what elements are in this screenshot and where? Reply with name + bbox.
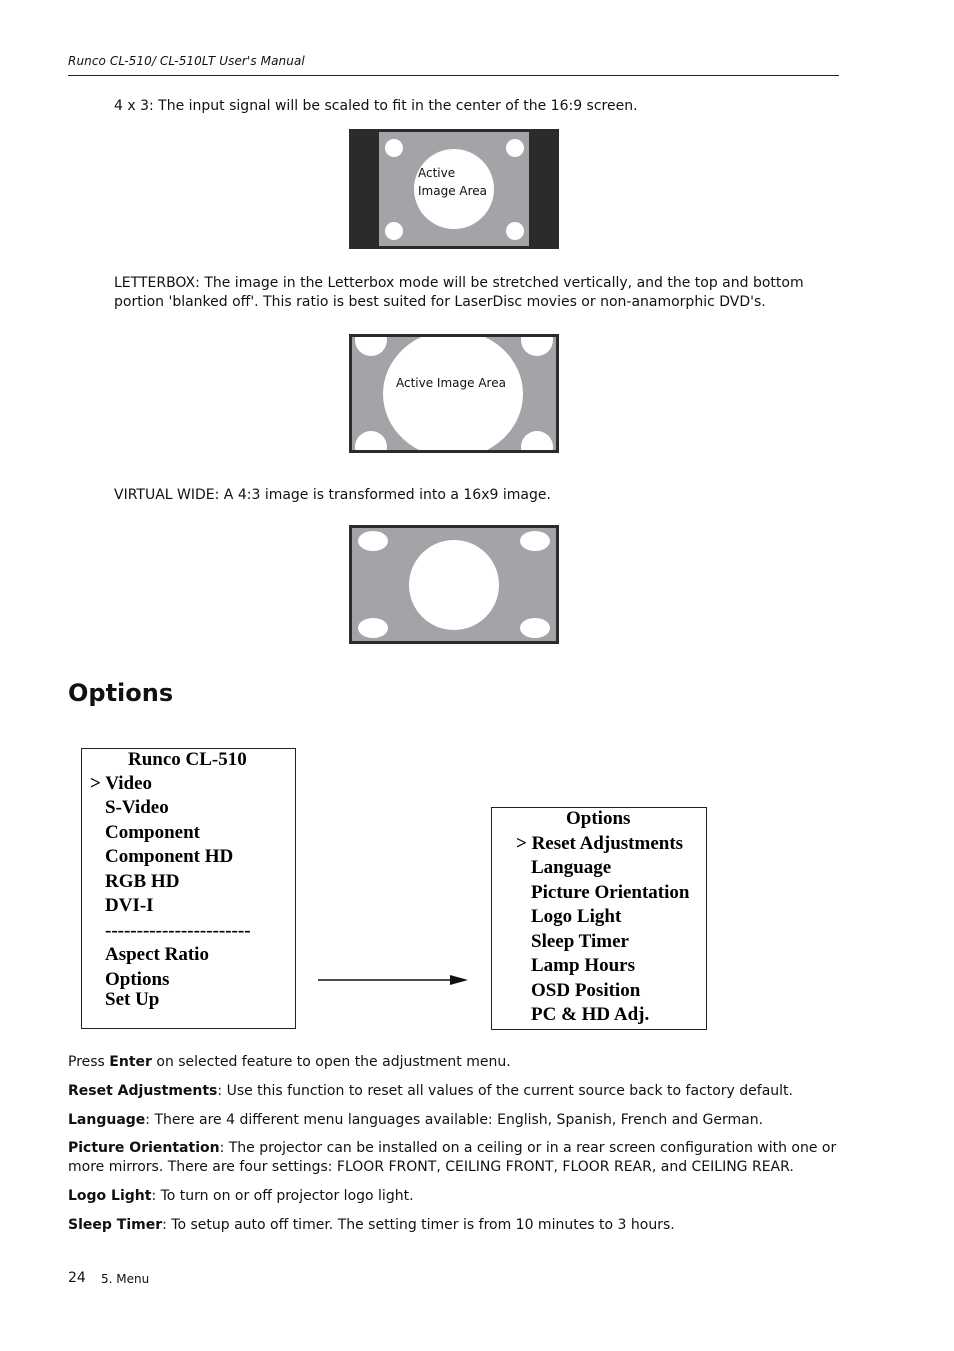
menu-item-dvi-i[interactable]: DVI-I bbox=[105, 895, 154, 916]
press-post: on selected feature to open the adjustment menu. bbox=[151, 1054, 511, 1070]
logo-light-term: Logo Light bbox=[68, 1188, 152, 1204]
menu-item-video[interactable]: > Video bbox=[90, 773, 153, 794]
logo-light-description bbox=[68, 1187, 838, 1206]
sleep-timer-description bbox=[68, 1216, 838, 1235]
footer-section-name: 5. Menu bbox=[101, 1272, 150, 1286]
menu-item-language[interactable]: Language bbox=[531, 857, 612, 878]
menu-item-sleep-timer[interactable]: Sleep Timer bbox=[531, 931, 629, 952]
menu-separator: ----------------------- bbox=[105, 920, 251, 941]
picture-orientation-term: Picture Orientation bbox=[68, 1140, 220, 1156]
page-number: 24 bbox=[68, 1270, 86, 1286]
arrow-right-icon bbox=[318, 972, 470, 990]
sleep-timer-text: : To setup auto off timer. The setting timer is from 10 minutes to 3 hours. bbox=[162, 1217, 675, 1233]
letterbox-active-image-area-label: Active Image Area bbox=[396, 376, 506, 390]
options-heading: Options bbox=[68, 679, 174, 707]
menu-item-lamp-hours[interactable]: Lamp Hours bbox=[531, 955, 635, 976]
four-by-three-diagram bbox=[349, 129, 559, 249]
menu-item-osd-position[interactable]: OSD Position bbox=[531, 980, 641, 1001]
source-menu-title: Runco CL-510 bbox=[128, 749, 247, 770]
press-enter-instruction bbox=[68, 1053, 838, 1072]
menu-item-s-video[interactable]: S-Video bbox=[105, 797, 169, 818]
language-description bbox=[68, 1111, 838, 1130]
menu-item-component-hd[interactable]: Component HD bbox=[105, 846, 234, 867]
header-rule bbox=[68, 75, 839, 76]
menu-item-rgb-hd[interactable]: RGB HD bbox=[105, 871, 180, 892]
menu-item-pc-hd-adj[interactable]: PC & HD Adj. bbox=[531, 1004, 650, 1025]
menu-item-picture-orientation[interactable]: Picture Orientation bbox=[531, 882, 690, 903]
active-image-area-label-line2: Image Area bbox=[418, 184, 488, 198]
reset-adjustments-text: : Use this function to reset all values of the current source back to factory default. bbox=[217, 1083, 793, 1099]
logo-light-text: : To turn on or off projector logo light. bbox=[151, 1188, 414, 1204]
reset-adjustments-description bbox=[68, 1082, 838, 1101]
picture-orientation-text: : The projector can be installed on a ceiling or in a rear screen configuration with one or more mirrors. There are four settings: FLOOR FRONT, CEILING FRONT, FLOOR REAR, and CEILING REAR. bbox=[68, 1140, 837, 1175]
letterbox-diagram bbox=[349, 334, 559, 453]
options-menu bbox=[491, 807, 707, 1030]
virtual-wide-description: VIRTUAL WIDE: A 4:3 image is transformed into a 16x9 image. bbox=[114, 487, 551, 503]
menu-item-aspect-ratio[interactable]: Aspect Ratio bbox=[105, 944, 209, 965]
enter-key-term: Enter bbox=[109, 1054, 152, 1070]
language-text: : There are 4 different menu languages available: English, Spanish, French and German. bbox=[145, 1112, 764, 1128]
letterbox-description: LETTERBOX: The image in the Letterbox mode will be stretched vertically, and the top and bottom portion 'blanked off'. This ratio is best suited for LaserDisc movies or non-anamorphic DVD's. bbox=[114, 275, 804, 310]
sleep-timer-term: Sleep Timer bbox=[68, 1217, 163, 1233]
options-menu-title: Options bbox=[566, 808, 631, 829]
menu-item-component[interactable]: Component bbox=[105, 822, 201, 843]
language-term: Language bbox=[68, 1112, 146, 1128]
menu-item-reset-adjustments[interactable]: > Reset Adjustments bbox=[516, 833, 684, 854]
menu-item-logo-light[interactable]: Logo Light bbox=[531, 906, 622, 927]
menu-item-options[interactable]: Options bbox=[105, 969, 170, 990]
menu-item-set-up[interactable]: Set Up bbox=[105, 989, 160, 1010]
active-image-area-label-line1: Active bbox=[418, 166, 456, 180]
picture-orientation-description bbox=[68, 1139, 838, 1177]
press-pre: Press bbox=[68, 1054, 110, 1070]
reset-adjustments-term: Reset Adjustments bbox=[68, 1083, 218, 1099]
virtual-wide-diagram bbox=[349, 525, 559, 644]
running-header: Runco CL-510/ CL-510LT User's Manual bbox=[68, 54, 305, 68]
source-menu bbox=[81, 748, 296, 1029]
four-by-three-description: 4 x 3: The input signal will be scaled to fit in the center of the 16:9 screen. bbox=[114, 98, 638, 114]
